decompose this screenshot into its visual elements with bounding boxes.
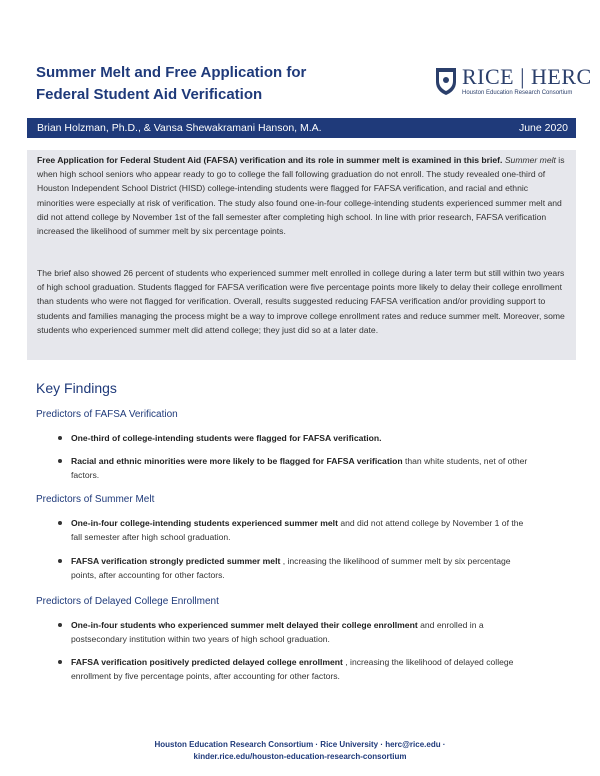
- section-title: Predictors of Delayed College Enrollment: [36, 596, 219, 607]
- finding-text: , increasing the likelihood of summer melt by six percentage points, after accounting for other factors.: [71, 556, 511, 580]
- intro-body: is when high school seniors who appear ready to go to college the fall following graduation do not enroll. The study revealed one-third of Houston Independent School District (HISD) college-intending students were flagged for FAFSA verification, and racial and ethnic minorities were especially at risk of verification. The study also found one-in-four college-intending students experienced summer melt and did not attend college by November 1st of the fall semester after completing high school. In line with prior research, FAFSA verification increased the likelihood of summer melt by six percentage points.: [37, 155, 565, 237]
- authors: Brian Holzman, Ph.D., & Vansa Shewakramani Hanson, M.A.: [37, 122, 322, 134]
- list-item: [71, 656, 531, 683]
- list-item: [71, 619, 531, 646]
- bullet-icon: [58, 660, 62, 664]
- section-title: Predictors of Summer Melt: [36, 494, 155, 505]
- summer-melt-term: Summer melt: [504, 155, 556, 165]
- publication-date: June 2020: [518, 122, 568, 134]
- bullet-icon: [58, 436, 62, 440]
- finding-bold: One-in-four students who experienced summer melt delayed their college enrollment: [71, 620, 418, 630]
- bullet-icon: [58, 459, 62, 463]
- bullet-icon: [58, 623, 62, 627]
- title-line-1: Summer Melt and Free Application for: [36, 64, 307, 81]
- bullet-icon: [58, 521, 62, 525]
- rice-herc-logo: [434, 64, 592, 104]
- intro-paragraph-1: [37, 153, 567, 238]
- footer-link[interactable]: kinder.rice.edu/houston-education-research-consortium: [193, 752, 407, 761]
- document-title: [36, 62, 366, 106]
- bullet-icon: [58, 559, 62, 563]
- footer: [0, 739, 600, 763]
- finding-text: and did not attend college by November 1 of the fall semester after high school graduation.: [71, 518, 524, 542]
- footer-line-1: Houston Education Research Consortium · Rice University · herc@rice.edu ·: [154, 740, 446, 749]
- list-item: [71, 517, 531, 544]
- logo-subtitle: Houston Education Research Consortium: [462, 90, 573, 96]
- key-findings-heading: Key Findings: [36, 380, 117, 396]
- author-bar: [27, 118, 576, 138]
- finding-text: , increasing the likelihood of delayed college enrollment by five percentage points, after accounting for other factors.: [71, 657, 514, 681]
- finding-text: than white students, net of other factors.: [71, 456, 528, 480]
- intro-lead: Free Application for Federal Student Aid (FAFSA) verification and its role in summer melt is examined in this brief.: [37, 155, 503, 165]
- finding-text: and enrolled in a postsecondary institution within two years of high school graduation.: [71, 620, 484, 644]
- finding-bold: Racial and ethnic minorities were more likely to be flagged for FAFSA verification: [71, 456, 403, 466]
- title-line-2: Federal Student Aid Verification: [36, 86, 263, 103]
- finding-bold: FAFSA verification positively predicted delayed college enrollment: [71, 657, 343, 667]
- list-item: [71, 555, 531, 582]
- list-item: [71, 455, 531, 482]
- intro-paragraph-2: The brief also showed 26 percent of students who experienced summer melt enrolled in college during a later term but still within two years of high school graduation. Students flagged for FAFSA verification were five percentage points more likely to delay their college enrollment than students who were not flagged for verification. Overall, results suggested reducing FAFSA verification and/or providing support to students and families managing the process might be a way to improve college enrollment rates and reduce summer melt. Moreover, some students who experienced summer melt did attend college; they just did so at a later date.: [37, 268, 565, 335]
- finding-bold: One-in-four college-intending students experienced summer melt: [71, 518, 338, 528]
- section-title: Predictors of FAFSA Verification: [36, 409, 178, 420]
- logo-wordmark: RICE | HERC: [462, 64, 592, 89]
- finding-bold: One-third of college-intending students were flagged for FAFSA verification.: [71, 433, 382, 443]
- list-item: [71, 432, 531, 446]
- finding-bold: FAFSA verification strongly predicted summer melt: [71, 556, 281, 566]
- rice-shield-icon: [434, 66, 458, 96]
